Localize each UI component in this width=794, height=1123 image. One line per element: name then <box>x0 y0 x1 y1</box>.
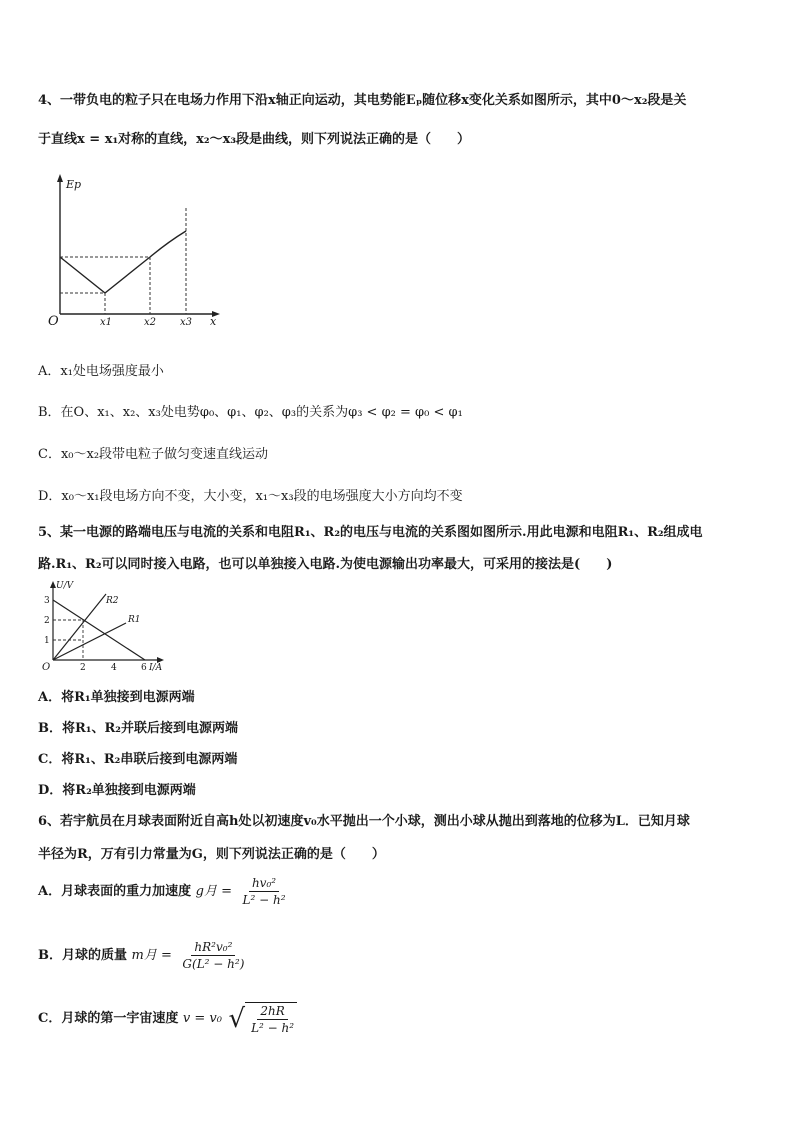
q6-option-b-text: B．月球的质量 <box>38 948 127 963</box>
q6-option-a-numerator: hv₀² <box>249 876 279 892</box>
q4-option-c: C．x₀～x₂段带电粒子做匀变速直线运动 <box>38 447 269 462</box>
q6-option-c-fraction <box>248 1004 297 1035</box>
q5-stem-line2: 路.R₁、R₂可以同时接入电路，也可以单独接入电路.为使电源输出功率最大，可采用的接法是( ) <box>38 557 613 572</box>
q4-option-a: A．x₁处电场强度最小 <box>38 364 164 379</box>
q6-option-c-numerator: 2hR <box>257 1004 287 1020</box>
sqrt-sign-icon: √ <box>228 1003 246 1034</box>
q5-option-a: A．将R₁单独接到电源两端 <box>38 690 195 705</box>
q6-option-a-lhs: g月 = <box>195 884 232 899</box>
q6-option-b-denominator: G(L² − h²) <box>182 957 245 971</box>
q5-xlabel: I/A <box>149 663 163 673</box>
q6-option-a <box>38 876 289 907</box>
q6-option-c <box>38 1002 297 1035</box>
q6-stem-line2: 半径为R，万有引力常量为G，则下列说法正确的是（ ） <box>38 847 385 862</box>
q4-tick-x3: x3 <box>180 317 193 328</box>
q6-option-b-numerator: hR²v₀² <box>191 940 235 956</box>
q4-option-b: B．在O、x₁、x₂、x₃处电势φ₀、φ₁、φ₂、φ₃的关系为φ₃ < φ₂ = φ₀ < φ₁ <box>38 405 463 420</box>
q6-option-c-text: C．月球的第一宇宙速度 <box>38 1011 179 1026</box>
q5-xtick-2: 2 <box>80 663 86 673</box>
q4-option-d: D．x₀～x₁段电场方向不变，大小变，x₁～x₃段的电场强度大小方向均不变 <box>38 489 463 504</box>
q5-ytick-2: 2 <box>44 616 50 626</box>
q4-stem-line1: 4、一带负电的粒子只在电场力作用下沿x轴正向运动，其电势能Eₚ随位移x变化关系如图所示，其中0～x₂段是关 <box>38 93 687 108</box>
q6-option-a-text: A．月球表面的重力加速度 <box>38 884 192 899</box>
q5-origin: O <box>42 662 51 673</box>
q6-option-a-denominator: L² − h² <box>242 893 286 907</box>
q6-option-c-lhs: v = v₀ <box>182 1011 222 1026</box>
q6-option-b <box>38 940 247 971</box>
q5-ylabel: U/V <box>56 581 74 591</box>
q5-xtick-6: 6 <box>141 663 147 673</box>
q6-option-c-sqrt <box>228 1002 297 1035</box>
q5-option-d: D．将R₂单独接到电源两端 <box>38 783 196 798</box>
q5-graph <box>38 578 178 673</box>
q6-stem-line1: 6、若宇航员在月球表面附近自高h处以初速度v₀水平抛出一个小球，测出小球从抛出到落地的位移为L．已知月球 <box>38 814 690 829</box>
q5-ytick-3: 3 <box>44 596 50 606</box>
q5-option-c: C．将R₁、R₂串联后接到电源两端 <box>38 752 238 767</box>
q4-tick-x1: x1 <box>100 317 113 328</box>
q5-r2-label: R2 <box>106 596 119 606</box>
q4-ylabel: Ep <box>66 178 82 191</box>
q5-r1-label: R1 <box>128 615 141 625</box>
q6-option-b-lhs: m月 = <box>131 948 172 963</box>
q6-option-a-fraction <box>240 876 289 907</box>
q5-xtick-4: 4 <box>111 663 117 673</box>
q5-stem-line1: 5、某一电源的路端电压与电流的关系和电阻R₁、R₂的电压与电流的关系图如图所示.用此电源和电阻R₁、R₂组成电 <box>38 525 703 540</box>
q4-tick-x2: x2 <box>144 317 157 328</box>
q4-origin: O <box>48 314 59 329</box>
q5-ytick-1: 1 <box>44 636 50 646</box>
q4-xlabel: x <box>210 315 217 328</box>
q4-graph <box>38 170 228 330</box>
q6-option-b-fraction <box>179 940 247 971</box>
q4-stem-line2: 于直线x = x₁对称的直线，x₂～x₃段是曲线，则下列说法正确的是（ ） <box>38 132 471 147</box>
q5-option-b: B．将R₁、R₂并联后接到电源两端 <box>38 721 238 736</box>
q6-option-c-denominator: L² − h² <box>251 1021 295 1035</box>
